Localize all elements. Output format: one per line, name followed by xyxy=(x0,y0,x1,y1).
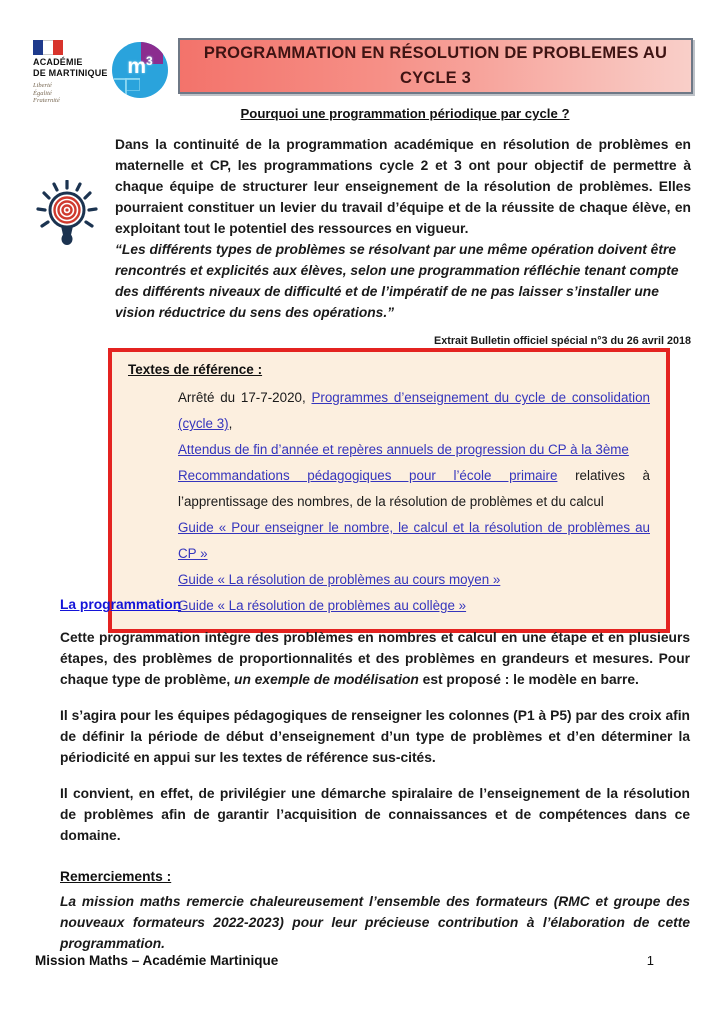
programmation-paragraph-3: Il convient, en effet, de privilégier une démarche spiralaire de l’enseignement de la résolution de problèmes afin de garantir l’acquisition de connaissances et de compétences dans ce domaine. xyxy=(60,786,690,843)
reference-item xyxy=(178,515,650,567)
m3-logo xyxy=(112,42,168,98)
m3-logo-text: $m^3$ xyxy=(127,54,153,78)
references-box xyxy=(108,348,670,633)
reference-link[interactable]: Recommandations pédagogiques pour l’école primaire xyxy=(178,468,558,483)
academie-name-line2: DE MARTINIQUE xyxy=(33,68,108,78)
reference-suffix: relatives à l’apprentissage des nombres, de la résolution de problèmes et du calcul xyxy=(178,468,651,509)
academie-name-line1: ACADÉMIE xyxy=(33,57,83,67)
intro-paragraph: Dans la continuité de la programmation académique en résolution de problèmes en maternelle et CP, les programmations cycle 2 et 3 ont pour objectif de permettre à chaque équipe de structurer leur enseignement de la résolution de problèmes. Elles pourraient constituer un levier du travail d’équipe et de la réussite de chaque élève, en exploitant tout le potentiel des ressources en vigueur. xyxy=(115,137,691,236)
page-footer xyxy=(35,953,690,968)
page-title-line2: CYCLE 3 xyxy=(399,69,472,87)
remerciements-text: La mission maths remercie chaleureusement l’ensemble des formateurs (RMC et groupe des nouveaux formateurs 2022-2023) pour leur précieuse contribution à l’élaboration de cette programmation. xyxy=(60,894,690,951)
intro-section xyxy=(115,134,691,352)
reference-item xyxy=(178,385,650,437)
modelisation-emphasis: un exemple de modélisation xyxy=(234,672,419,687)
remerciements-heading: Remerciements : xyxy=(60,869,172,884)
reference-link[interactable]: Guide « La résolution de problèmes au cours moyen » xyxy=(178,572,501,587)
reference-item xyxy=(178,567,650,593)
reference-prefix: Arrêté du 17-7-2020, xyxy=(178,390,312,405)
references-list xyxy=(178,385,650,619)
reference-item xyxy=(178,437,650,463)
programmation-heading: La programmation xyxy=(60,597,182,612)
reference-link[interactable]: Guide « La résolution de problèmes au collège » xyxy=(178,598,467,613)
official-quote: “Les différents types de problèmes se résolvant par une même opération doivent être rencontrés et explicités aux élèves, selon une programmation réfléchie tenant compte des différents niveaux de difficulté et de l’impératif de ne pas laisser s’installer une vision réductrice du sens des opérations.” xyxy=(115,242,679,320)
reference-link[interactable]: Attendus de fin d’année et repères annuels de progression du CP à la 3ème xyxy=(178,442,629,457)
references-title: Textes de référence : xyxy=(128,362,263,377)
page-title xyxy=(178,38,693,94)
programmation-paragraph-1: Cette programmation intègre des problèmes en nombres et calcul en une étape et en plusieurs étapes, des problèmes de proportionnalités et des problèmes en grandeurs et mesures. Pour chaque type de problème, un exemple de modélisation est proposé : le modèle en barre. xyxy=(60,630,690,687)
programmation-paragraph-2: Il s’agira pour les équipes pédagogiques de renseigner les colonnes (P1 à P5) par des croix afin de définir la période de début d’enseignement d’un type de problèmes et d’en déterminer la périodicité en appui sur les textes de référence sus-cités. xyxy=(60,708,690,765)
quote-source: Extrait Bulletin officiel spécial n°3 du 26 avril 2018 xyxy=(434,335,691,347)
reference-item xyxy=(178,463,650,515)
academie-logo xyxy=(33,40,117,105)
reference-link[interactable]: Guide « Pour enseigner le nombre, le calcul et la résolution de problèmes au CP » xyxy=(178,520,650,561)
page-number: 1 xyxy=(646,953,654,968)
reference-suffix: , xyxy=(228,416,233,431)
section-subtitle: Pourquoi une programmation périodique par cycle ? xyxy=(240,106,570,121)
academie-motto: Liberté Égalité Fraternité xyxy=(33,82,60,104)
lightbulb-icon xyxy=(36,180,98,261)
reference-link[interactable]: Programmes d’enseignement du cycle de consolidation (cycle 3) xyxy=(178,390,650,431)
footer-title: Mission Maths – Académie Martinique xyxy=(35,953,279,968)
page-title-line1: PROGRAMMATION EN RÉSOLUTION DE PROBLEMES AU xyxy=(203,44,668,62)
french-flag-icon xyxy=(33,40,63,55)
programmation-section xyxy=(60,594,690,969)
